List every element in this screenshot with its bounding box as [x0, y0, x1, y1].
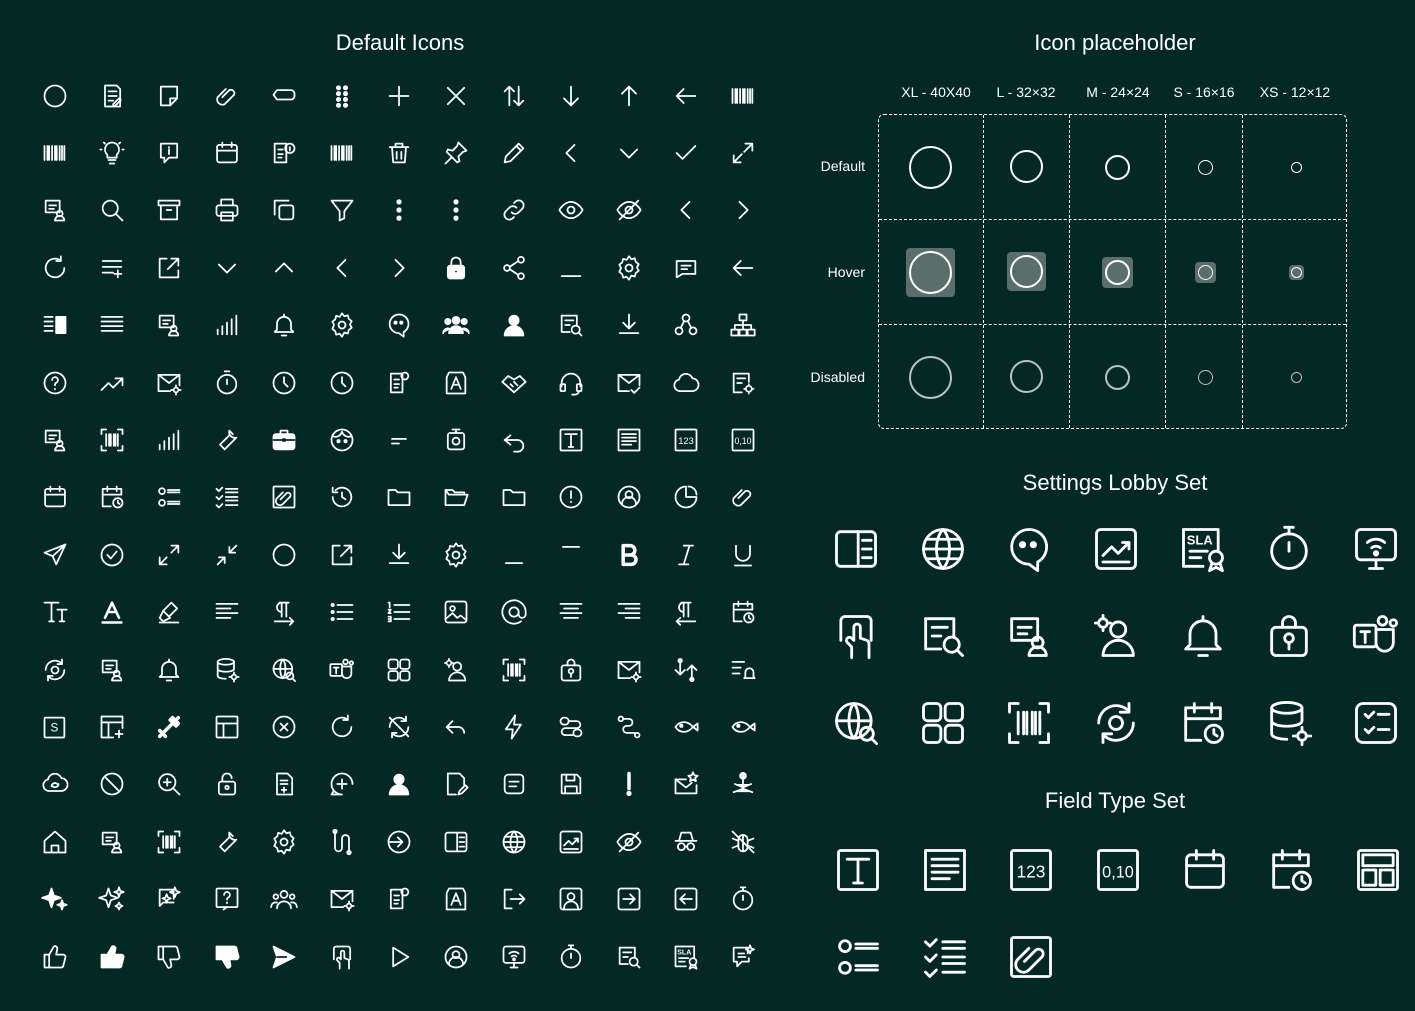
- user-settings-icon[interactable]: [428, 641, 485, 698]
- column-label-s: S - 16×16: [1173, 84, 1235, 100]
- teams-icon[interactable]: [313, 641, 370, 698]
- barcode-scan-icon[interactable]: [83, 411, 140, 468]
- trash-icon[interactable]: [370, 124, 427, 181]
- list-bullet-icon[interactable]: [313, 584, 370, 641]
- text-field-icon[interactable]: [815, 826, 902, 913]
- checklist-box-icon[interactable]: [1333, 679, 1415, 766]
- text-icon-icon[interactable]: [428, 870, 485, 927]
- list-options-icon[interactable]: [815, 913, 902, 1000]
- filter-icon[interactable]: [313, 182, 370, 239]
- chat-bot-icon[interactable]: [370, 297, 427, 354]
- refresh-icon[interactable]: [26, 239, 83, 296]
- chart-box-icon[interactable]: [543, 813, 600, 870]
- refresh-icon[interactable]: [313, 698, 370, 755]
- document-user-icon[interactable]: [141, 297, 198, 354]
- grid-divider: [983, 115, 984, 428]
- placeholder-circle-xs: [1291, 162, 1302, 173]
- list-number-icon[interactable]: [370, 584, 427, 641]
- default-icons-grid: [26, 67, 772, 985]
- user-circle-icon[interactable]: [428, 928, 485, 985]
- calendar-clock-icon[interactable]: [83, 469, 140, 526]
- underscore-icon[interactable]: [485, 526, 542, 583]
- settings-icon[interactable]: [428, 526, 485, 583]
- document-user-icon[interactable]: [26, 182, 83, 239]
- info-bubble-icon[interactable]: [141, 124, 198, 181]
- plus-icon[interactable]: [370, 67, 427, 124]
- arrow-up-icon[interactable]: [600, 67, 657, 124]
- stopwatch-icon[interactable]: [715, 870, 772, 927]
- document-badge-icon[interactable]: [370, 870, 427, 927]
- svg-text:0,10: 0,10: [734, 436, 752, 447]
- spy-icon[interactable]: [657, 813, 714, 870]
- image-icon[interactable]: [428, 584, 485, 641]
- database-settings-icon[interactable]: [198, 641, 255, 698]
- paperclip-icon[interactable]: [198, 67, 255, 124]
- minus-box-icon[interactable]: [485, 756, 542, 813]
- swap-vertical-icon[interactable]: [657, 641, 714, 698]
- briefcase-icon[interactable]: [256, 411, 313, 468]
- maximize-icon[interactable]: [141, 526, 198, 583]
- arrow-left-icon[interactable]: [715, 239, 772, 296]
- bell-icon[interactable]: [1159, 592, 1246, 679]
- sticky-note-icon[interactable]: [141, 67, 198, 124]
- calendar-clock-icon[interactable]: [1159, 679, 1246, 766]
- timer-icon[interactable]: [198, 354, 255, 411]
- attachment-box-icon[interactable]: [256, 469, 313, 526]
- file-edit-icon[interactable]: [428, 756, 485, 813]
- send-icon[interactable]: [26, 526, 83, 583]
- calendar-icon[interactable]: [1161, 826, 1248, 913]
- sparkles-icon[interactable]: [26, 870, 83, 927]
- placeholder-circle-s[interactable]: [1198, 265, 1213, 280]
- grid-divider: [1165, 115, 1166, 428]
- paragraph-right-icon[interactable]: [256, 584, 313, 641]
- barcode-icon[interactable]: [313, 124, 370, 181]
- settings-icon[interactable]: [256, 813, 313, 870]
- settings-lobby-title: Settings Lobby Set: [1022, 470, 1208, 495]
- barcode-scan-icon[interactable]: [986, 679, 1073, 766]
- document-info-icon[interactable]: [256, 124, 313, 181]
- external-link-icon[interactable]: [313, 526, 370, 583]
- barcode-scan-icon[interactable]: [485, 641, 542, 698]
- history-icon[interactable]: [313, 469, 370, 526]
- more-vertical-icon[interactable]: [428, 182, 485, 239]
- placeholder-circle-m: [1105, 155, 1130, 180]
- archive-icon[interactable]: [141, 182, 198, 239]
- chevron-right-icon[interactable]: [715, 182, 772, 239]
- bell-icon[interactable]: [141, 641, 198, 698]
- column-label-xs: XS - 12×12: [1259, 84, 1331, 100]
- user-settings-icon[interactable]: [1073, 592, 1160, 679]
- align-center-icon[interactable]: [543, 584, 600, 641]
- list-bell-icon[interactable]: [715, 641, 772, 698]
- lock-icon[interactable]: [428, 239, 485, 296]
- calendar-clock-icon[interactable]: [715, 584, 772, 641]
- support-face-icon[interactable]: [313, 411, 370, 468]
- svg-text:123: 123: [678, 436, 694, 447]
- mail-settings-icon[interactable]: [141, 354, 198, 411]
- grid-icon[interactable]: [900, 679, 987, 766]
- mail-settings-icon[interactable]: [313, 870, 370, 927]
- sla-doc-icon[interactable]: [26, 698, 83, 755]
- lightbulb-icon[interactable]: [83, 124, 140, 181]
- wrench-icon[interactable]: [198, 411, 255, 468]
- minimize-icon[interactable]: [198, 526, 255, 583]
- placeholder-circle-xl: [909, 146, 952, 189]
- align-right-icon[interactable]: [600, 584, 657, 641]
- sla-badge-icon[interactable]: [657, 928, 714, 985]
- document-user-icon[interactable]: [83, 641, 140, 698]
- grid-divider: [879, 219, 1346, 220]
- layout-icon[interactable]: [198, 698, 255, 755]
- chevron-left-icon[interactable]: [313, 239, 370, 296]
- arrow-left-box-icon[interactable]: [657, 870, 714, 927]
- table-add-icon[interactable]: [83, 698, 140, 755]
- align-justify-icon[interactable]: [83, 297, 140, 354]
- users-icon[interactable]: [428, 297, 485, 354]
- placeholder-circle-l[interactable]: [1010, 255, 1043, 288]
- placeholder-grid: [878, 114, 1347, 429]
- database-settings-icon[interactable]: [1246, 679, 1333, 766]
- icon-placeholder-title: Icon placeholder: [1034, 30, 1196, 55]
- document-search-icon[interactable]: [600, 928, 657, 985]
- italic-icon[interactable]: [657, 526, 714, 583]
- help-square-icon[interactable]: [198, 870, 255, 927]
- user-square-icon[interactable]: [543, 870, 600, 927]
- underline-icon[interactable]: [715, 526, 772, 583]
- handshake-icon[interactable]: [485, 354, 542, 411]
- user-icon[interactable]: [485, 297, 542, 354]
- number-field-icon[interactable]: [657, 411, 714, 468]
- sparkle-message-icon[interactable]: [141, 870, 198, 927]
- chevron-down-icon[interactable]: [600, 124, 657, 181]
- placeholder-circle-xl[interactable]: [909, 251, 952, 294]
- reply-icon[interactable]: [428, 698, 485, 755]
- checklist-icon[interactable]: [198, 469, 255, 526]
- settings-icon[interactable]: [600, 239, 657, 296]
- lock-open-icon[interactable]: [198, 756, 255, 813]
- pin-icon[interactable]: [428, 124, 485, 181]
- chevron-left-icon[interactable]: [543, 124, 600, 181]
- grid-divider: [879, 324, 1346, 325]
- document-search-icon[interactable]: [543, 297, 600, 354]
- close-circle-icon[interactable]: [256, 698, 313, 755]
- text-field-icon[interactable]: [543, 411, 600, 468]
- download-icon[interactable]: [370, 526, 427, 583]
- pie-icon[interactable]: [657, 469, 714, 526]
- lock-bag-icon[interactable]: [543, 641, 600, 698]
- chat-bot-icon[interactable]: [986, 505, 1073, 592]
- pencil-icon[interactable]: [485, 124, 542, 181]
- copy-icon[interactable]: [256, 182, 313, 239]
- check-icon[interactable]: [657, 124, 714, 181]
- eye-icon[interactable]: [543, 182, 600, 239]
- user-icon[interactable]: [370, 756, 427, 813]
- row-label-default: Default: [820, 158, 865, 174]
- text-type-icon[interactable]: [26, 584, 83, 641]
- expand-icon[interactable]: [715, 124, 772, 181]
- more-vertical-icon[interactable]: [370, 182, 427, 239]
- wrench-icon[interactable]: [198, 813, 255, 870]
- folder-open-icon[interactable]: [428, 469, 485, 526]
- sla-badge-icon[interactable]: [1159, 505, 1246, 592]
- column-label-l: L - 32×32: [996, 84, 1056, 100]
- layout-grid-icon[interactable]: [1335, 826, 1415, 913]
- document-search-icon[interactable]: [900, 592, 987, 679]
- document-badge-icon[interactable]: [370, 354, 427, 411]
- tag-label-icon[interactable]: [256, 67, 313, 124]
- svg-text:SLA: SLA: [677, 949, 692, 957]
- chevron-left-icon[interactable]: [657, 182, 714, 239]
- mail-check-icon[interactable]: [600, 354, 657, 411]
- svg-text:SLA: SLA: [1186, 532, 1213, 548]
- placeholder-circle-s: [1198, 370, 1213, 385]
- chevron-down-icon[interactable]: [198, 239, 255, 296]
- check-circle-icon[interactable]: [83, 526, 140, 583]
- fish-icon[interactable]: [715, 698, 772, 755]
- checklist-icon[interactable]: [902, 913, 989, 1000]
- column-label-m: M - 24×24: [1086, 84, 1150, 100]
- number-field-icon[interactable]: [988, 826, 1075, 913]
- placeholder-circle-xl: [909, 356, 952, 399]
- globe-icon[interactable]: [900, 505, 987, 592]
- placeholder-circle-m: [1105, 365, 1130, 390]
- share-icon[interactable]: [485, 239, 542, 296]
- eye-off-icon[interactable]: [600, 182, 657, 239]
- stopwatch-icon[interactable]: [543, 928, 600, 985]
- paperclip-icon[interactable]: [715, 469, 772, 526]
- cloud-icon[interactable]: [657, 354, 714, 411]
- placeholder-circle-l: [1010, 150, 1043, 183]
- barcode-icon[interactable]: [715, 67, 772, 124]
- barcode-icon[interactable]: [26, 124, 83, 181]
- thumbs-down-filled-icon[interactable]: [198, 928, 255, 985]
- circle-icon[interactable]: [256, 526, 313, 583]
- text-color-icon[interactable]: [83, 584, 140, 641]
- field-type-grid: [815, 826, 1415, 1000]
- robot-icon[interactable]: [428, 411, 485, 468]
- globe-icon[interactable]: [485, 813, 542, 870]
- chevron-right-icon[interactable]: [370, 239, 427, 296]
- folder-icon[interactable]: [485, 469, 542, 526]
- team-icon[interactable]: [256, 870, 313, 927]
- fish-icon[interactable]: [657, 698, 714, 755]
- svg-text:0,10: 0,10: [1102, 863, 1134, 882]
- chart-box-icon[interactable]: [1073, 505, 1160, 592]
- column-label-xl: XL - 40X40: [901, 84, 971, 100]
- message-icon[interactable]: [657, 239, 714, 296]
- home-icon[interactable]: [26, 813, 83, 870]
- attachment-box-icon[interactable]: [988, 913, 1075, 1000]
- folder-icon[interactable]: [370, 469, 427, 526]
- globe-search-icon[interactable]: [813, 679, 900, 766]
- thumbs-up-filled-icon[interactable]: [83, 928, 140, 985]
- link-icon[interactable]: [485, 182, 542, 239]
- touch-hand-icon[interactable]: [313, 928, 370, 985]
- stopwatch-icon[interactable]: [1246, 505, 1333, 592]
- list-options-icon[interactable]: [141, 469, 198, 526]
- sparkle-chat-icon[interactable]: [715, 928, 772, 985]
- close-icon[interactable]: [428, 67, 485, 124]
- flash-icon[interactable]: [485, 698, 542, 755]
- clock-icon[interactable]: [313, 354, 370, 411]
- bar-chart-icon[interactable]: [141, 411, 198, 468]
- placeholder-circle-m[interactable]: [1105, 260, 1130, 285]
- alert-circle-icon[interactable]: [543, 469, 600, 526]
- columns-layout-icon[interactable]: [26, 297, 83, 354]
- arrow-right-box-icon[interactable]: [600, 870, 657, 927]
- send-filled-icon[interactable]: [256, 928, 313, 985]
- bold-icon[interactable]: [600, 526, 657, 583]
- sparkles-outline-icon[interactable]: [83, 870, 140, 927]
- grid-divider: [1242, 115, 1243, 428]
- calendar-clock-icon[interactable]: [1248, 826, 1335, 913]
- settings-sync-icon[interactable]: [1073, 679, 1160, 766]
- circle-icon[interactable]: [26, 67, 83, 124]
- minus-lines-icon[interactable]: [370, 411, 427, 468]
- sort-arrows-icon[interactable]: [485, 67, 542, 124]
- meditation-icon[interactable]: [715, 756, 772, 813]
- at-sign-icon[interactable]: [485, 584, 542, 641]
- eye-off-icon[interactable]: [600, 813, 657, 870]
- decimal-field-icon[interactable]: [1075, 826, 1162, 913]
- message-add-icon[interactable]: [313, 756, 370, 813]
- settings-icon[interactable]: [313, 297, 370, 354]
- trending-up-icon[interactable]: [83, 354, 140, 411]
- calendar-icon[interactable]: [198, 124, 255, 181]
- wifi-monitor-icon[interactable]: [1333, 505, 1415, 592]
- bug-off-icon[interactable]: [715, 813, 772, 870]
- cloud-sync-icon[interactable]: [26, 756, 83, 813]
- teams-icon[interactable]: [1333, 592, 1415, 679]
- list-add-icon[interactable]: [83, 239, 140, 296]
- placeholder-circle-s: [1198, 160, 1213, 175]
- text-icon-icon[interactable]: [428, 354, 485, 411]
- arrow-left-icon[interactable]: [657, 67, 714, 124]
- touch-hand-icon[interactable]: [813, 592, 900, 679]
- play-icon[interactable]: [370, 928, 427, 985]
- placeholder-circle-xs: [1291, 372, 1302, 383]
- bell-icon[interactable]: [256, 297, 313, 354]
- decimal-field-icon[interactable]: [715, 411, 772, 468]
- thumbs-up-icon[interactable]: [26, 928, 83, 985]
- document-settings-icon[interactable]: [715, 354, 772, 411]
- default-icons-title: Default Icons: [335, 30, 465, 55]
- external-link-icon[interactable]: [141, 239, 198, 296]
- download-icon[interactable]: [600, 297, 657, 354]
- thumbs-down-icon[interactable]: [141, 928, 198, 985]
- document-add-icon[interactable]: [256, 756, 313, 813]
- document-user-icon[interactable]: [986, 592, 1073, 679]
- globe-search-icon[interactable]: [256, 641, 313, 698]
- settings-sync-icon[interactable]: [26, 641, 83, 698]
- network-icon[interactable]: [657, 297, 714, 354]
- panel-right-icon[interactable]: [428, 813, 485, 870]
- log-in-icon[interactable]: [370, 813, 427, 870]
- note-edit-icon[interactable]: [83, 67, 140, 124]
- grid-icon[interactable]: [370, 641, 427, 698]
- paragraph-icon[interactable]: [600, 411, 657, 468]
- bar-chart-icon[interactable]: [198, 297, 255, 354]
- calendar-icon[interactable]: [26, 469, 83, 526]
- lock-bag-icon[interactable]: [1246, 592, 1333, 679]
- help-circle-icon[interactable]: [26, 354, 83, 411]
- printer-icon[interactable]: [198, 182, 255, 239]
- placeholder-circle-l: [1010, 360, 1043, 393]
- paragraph-left-icon[interactable]: [657, 584, 714, 641]
- log-out-icon[interactable]: [485, 870, 542, 927]
- tools-icon[interactable]: [141, 698, 198, 755]
- barcode-scan-icon[interactable]: [141, 813, 198, 870]
- document-user-icon[interactable]: [26, 411, 83, 468]
- route-icon[interactable]: [543, 698, 600, 755]
- block-icon[interactable]: [83, 756, 140, 813]
- row-label-disabled: Disabled: [810, 369, 865, 385]
- paragraph-icon[interactable]: [902, 826, 989, 913]
- arrow-down-icon[interactable]: [543, 67, 600, 124]
- clock-icon[interactable]: [256, 354, 313, 411]
- panel-right-icon[interactable]: [813, 505, 900, 592]
- sync-off-icon[interactable]: [370, 698, 427, 755]
- search-icon[interactable]: [83, 182, 140, 239]
- zoom-in-icon[interactable]: [141, 756, 198, 813]
- routing-icon[interactable]: [313, 813, 370, 870]
- hierarchy-icon[interactable]: [715, 297, 772, 354]
- drag-grip-icon[interactable]: [313, 67, 370, 124]
- wifi-monitor-icon[interactable]: [485, 928, 542, 985]
- highlighter-icon[interactable]: [141, 584, 198, 641]
- undo-icon[interactable]: [485, 411, 542, 468]
- mail-star-icon[interactable]: [657, 756, 714, 813]
- grid-divider: [1069, 115, 1070, 428]
- exclamation-icon[interactable]: [600, 756, 657, 813]
- svg-text:123: 123: [1017, 861, 1046, 882]
- minus-icon[interactable]: [543, 239, 600, 296]
- overline-icon[interactable]: [543, 526, 600, 583]
- chevron-up-icon[interactable]: [256, 239, 313, 296]
- row-label-hover: Hover: [827, 264, 865, 280]
- headset-icon[interactable]: [543, 354, 600, 411]
- document-user-icon[interactable]: [83, 813, 140, 870]
- path-icon[interactable]: [600, 698, 657, 755]
- placeholder-circle-xs[interactable]: [1291, 267, 1302, 278]
- settings-lobby-grid: [813, 505, 1415, 766]
- field-type-title: Field Type Set: [1044, 788, 1186, 813]
- user-circle-icon[interactable]: [600, 469, 657, 526]
- align-left-icon[interactable]: [198, 584, 255, 641]
- svg-text:S: S: [50, 721, 58, 735]
- save-icon[interactable]: [543, 756, 600, 813]
- mail-settings-icon[interactable]: [600, 641, 657, 698]
